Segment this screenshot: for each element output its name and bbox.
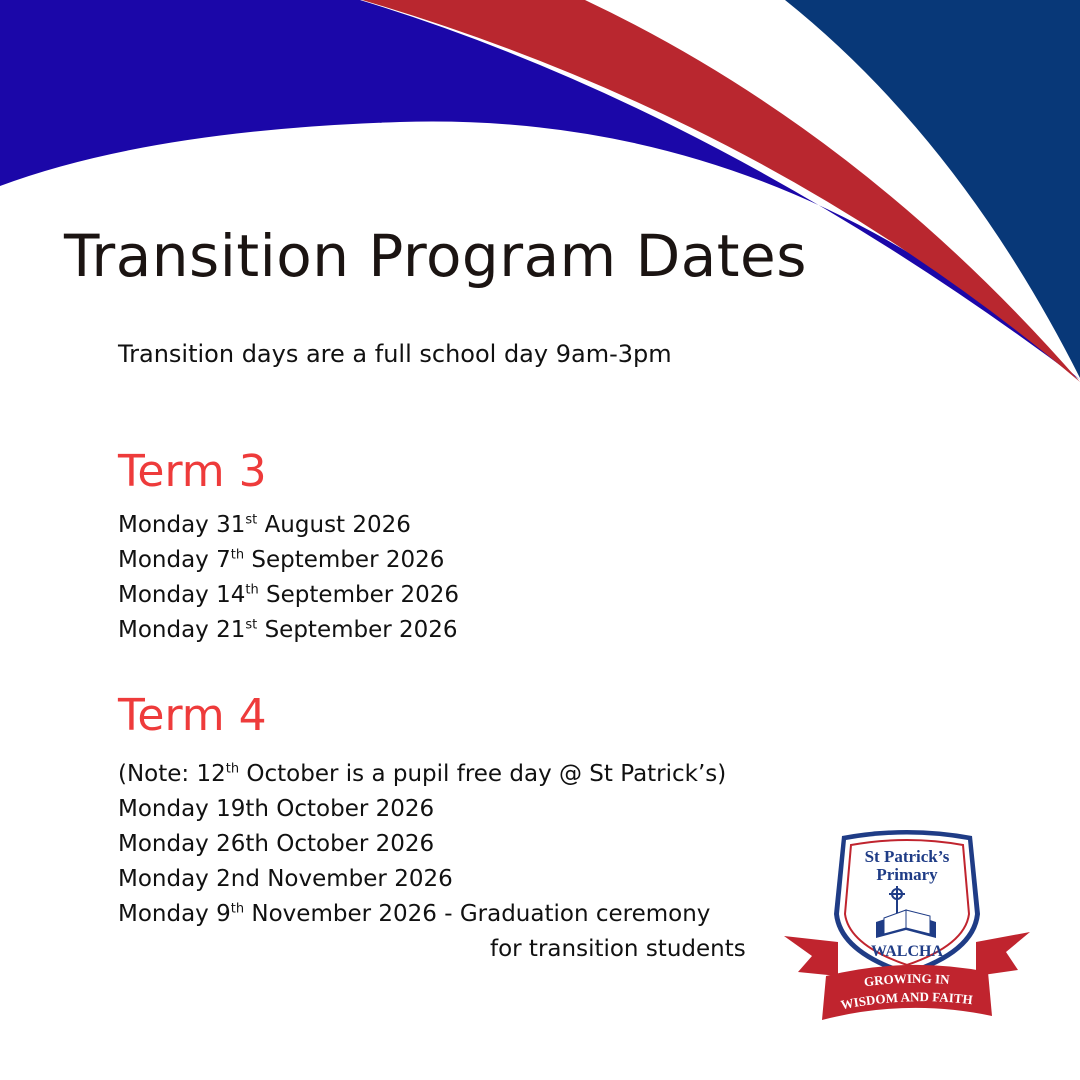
- logo-line2: Primary: [876, 865, 938, 884]
- motto-line1: GROWING IN: [863, 970, 951, 990]
- term4-date: Monday 9th November 2026 - Graduation ceremony: [118, 901, 711, 927]
- term3-date: Monday 31st August 2026: [118, 512, 411, 538]
- term3-date: Monday 14th September 2026: [118, 582, 460, 608]
- page-title: Transition Program Dates: [64, 222, 807, 290]
- term4-continuation: for transition students: [490, 936, 746, 962]
- term4-date-list: [118, 757, 746, 967]
- term4-date: Monday 26th October 2026: [118, 831, 435, 857]
- ribbon-right-end: [976, 932, 1030, 976]
- motto-line2: WISDOM AND FAITH: [839, 989, 974, 1013]
- school-crest-icon: [780, 826, 1034, 1022]
- ribbon-left-end: [784, 936, 838, 976]
- term4-date: Monday 19th October 2026: [118, 796, 435, 822]
- term3-date-list: [118, 508, 459, 648]
- term3-date: Monday 21st September 2026: [118, 617, 458, 643]
- term3-date: Monday 7th September 2026: [118, 547, 445, 573]
- term4-note: (Note: 12th October is a pupil free day @ St Patrick’s): [118, 761, 727, 787]
- term3-heading: Term 3: [118, 446, 267, 497]
- term4-heading: Term 4: [118, 690, 267, 741]
- logo-place: WALCHA: [870, 943, 944, 960]
- intro-text: Transition days are a full school day 9am-3pm: [118, 340, 672, 368]
- term4-date: Monday 2nd November 2026: [118, 866, 453, 892]
- logo-line1: St Patrick’s: [864, 847, 950, 866]
